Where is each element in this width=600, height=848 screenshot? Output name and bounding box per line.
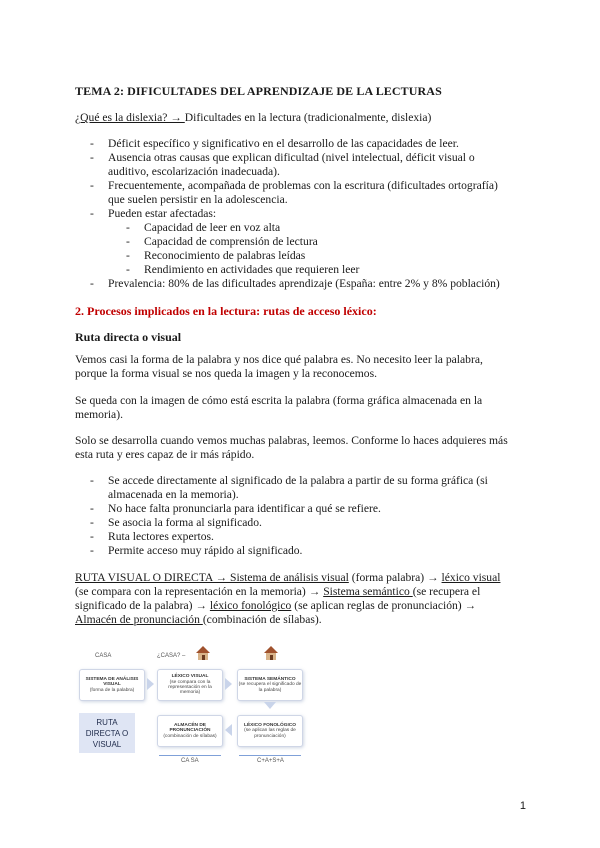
list-item: - Déficit específico y significativo en el desarrollo de las capacidades de leer. bbox=[108, 137, 498, 151]
list-item: - Ruta lectores expertos. bbox=[108, 530, 488, 544]
house-icon bbox=[195, 645, 211, 661]
lexico-fonologico-box: LÉXICO FONOLÓGICO (se aplican las reglas de pronunciación) bbox=[237, 715, 303, 747]
list-item: - Prevalencia: 80% de las dificultades aprendizaje (España: entre 2% y 8% población) bbox=[108, 277, 500, 291]
arrow-down-icon bbox=[264, 702, 276, 709]
route-description: RUTA VISUAL O DIRECTA → Sistema de análisis visual (forma palabra) → léxico visual (se compara con la representación en la memoria) → Sistema semántico (se recupera el significado de la palabra) → léxico fonológico (se aplican reglas de pronunciación) → Almacén de pronunciación (combinación de sílabas). bbox=[75, 571, 501, 626]
section-heading: 2. Procesos implicados en la lectura: rutas de acceso léxico: bbox=[75, 304, 377, 318]
arrow-left-icon bbox=[225, 724, 232, 736]
affected-abilities-list bbox=[144, 221, 359, 277]
diagram-label-syllables: CA SA bbox=[181, 758, 199, 764]
diagram-label-casa-question: ¿CASA? – bbox=[157, 653, 186, 659]
pronunciation-store-box: ALMACÉN DE PRONUNCIACIÓN (combinación de sílabas) bbox=[157, 715, 223, 747]
house-icon bbox=[263, 645, 279, 661]
list-item: - Frecuentemente, acompañada de problemas con la escritura (dificultades ortografía) bbox=[108, 179, 498, 193]
visual-route-diagram bbox=[75, 645, 335, 775]
list-item: - Capacidad de leer en voz alta bbox=[144, 221, 359, 235]
list-item: - Rendimiento en actividades que requieren leer bbox=[144, 263, 359, 277]
underline-divider bbox=[159, 755, 221, 756]
list-item-continuation: que suelen persistir en la adolescencia. bbox=[108, 193, 288, 206]
route-label-box: RUTA DIRECTA O VISUAL bbox=[79, 713, 135, 753]
list-item: - Permite acceso muy rápido al significado. bbox=[108, 544, 488, 558]
visual-route-list bbox=[108, 474, 488, 558]
diagram-label-letters: C+A+S+A bbox=[257, 758, 284, 764]
lexico-visual-box: LÉXICO VISUAL (se compara con la representación en la memoria) bbox=[157, 669, 223, 701]
subsection-heading: Ruta directa o visual bbox=[75, 330, 182, 344]
paragraph-1: Vemos casi la forma de la palabra y nos dice qué palabra es. No necesito leer la palabra, porque la forma visual se nos queda la imagen y la reconocemos. bbox=[75, 353, 483, 380]
paragraph-2: Se queda con la imagen de cómo está escrita la palabra (forma gráfica almacenada en la memoria). bbox=[75, 394, 483, 421]
list-item: - Pueden estar afectadas: bbox=[108, 207, 498, 221]
intro-question: ¿Qué es la dislexia? → bbox=[75, 111, 185, 124]
list-item: - Se accede directamente al significado de la palabra a partir de su forma gráfica (si bbox=[108, 474, 488, 488]
difficulty-list bbox=[108, 137, 498, 221]
analysis-visual-box: SISTEMA DE ANÁLISIS VISUAL (forma de la palabra) bbox=[79, 669, 145, 701]
intro-line bbox=[75, 111, 431, 125]
list-item: - Capacidad de comprensión de lectura bbox=[144, 235, 359, 249]
list-item-continuation: almacenada en la memoria). bbox=[108, 488, 239, 501]
paragraph-3: Solo se desarrolla cuando vemos muchas palabras, leemos. Conforme lo haces adquieres más esta ruta y eres capaz de ir más rápido. bbox=[75, 434, 508, 461]
arrow-right-icon bbox=[147, 678, 154, 690]
prevalence-list bbox=[108, 277, 500, 291]
arrow-right-icon bbox=[225, 678, 232, 690]
list-item: - No hace falta pronunciarla para identificar a qué se refiere. bbox=[108, 502, 488, 516]
diagram-label-casa: CASA bbox=[95, 653, 112, 659]
list-item: - Ausencia otras causas que explican dificultad (nivel intelectual, déficit visual o bbox=[108, 151, 498, 165]
underline-divider bbox=[239, 755, 301, 756]
list-item: - Se asocia la forma al significado. bbox=[108, 516, 488, 530]
list-item: - Reconocimiento de palabras leídas bbox=[144, 249, 359, 263]
document-title: TEMA 2: DIFICULTADES DEL APRENDIZAJE DE LA LECTURAS bbox=[75, 84, 442, 98]
list-item-continuation: auditivo, escolarización inadecuada). bbox=[108, 165, 280, 178]
semantic-system-box: SISTEMA SEMÁNTICO (se recupera el significado de la palabra) bbox=[237, 669, 303, 701]
page-number: 1 bbox=[519, 800, 526, 812]
intro-answer: Dificultades en la lectura (tradicionalmente, dislexia) bbox=[184, 111, 432, 124]
